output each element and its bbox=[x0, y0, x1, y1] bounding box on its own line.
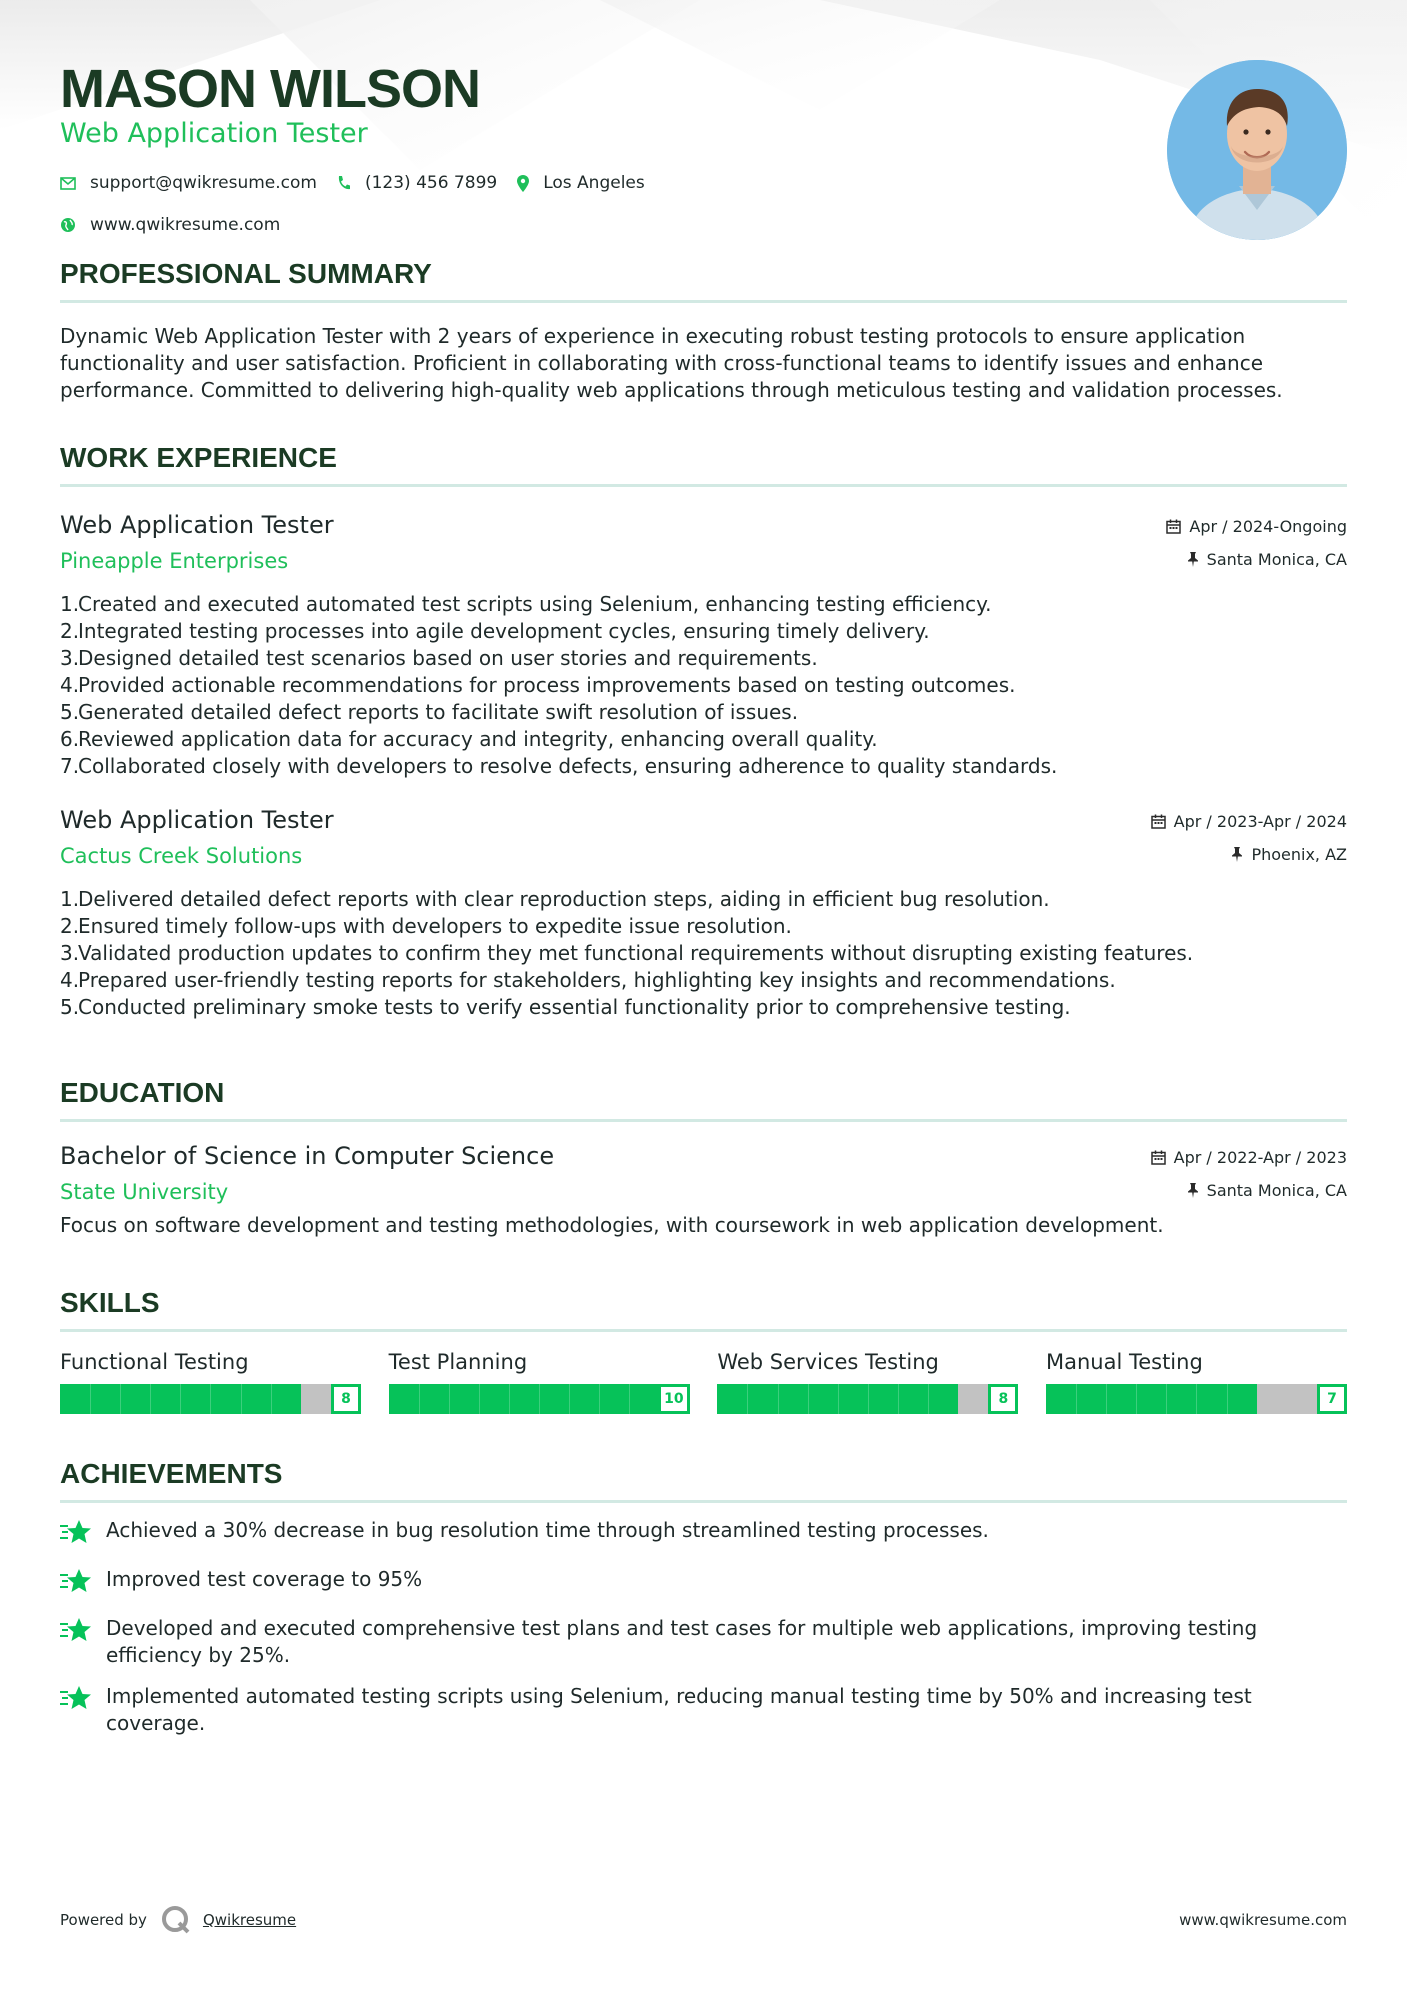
footer-branding bbox=[60, 1905, 296, 1935]
skill-bar-segment bbox=[539, 1384, 540, 1414]
achievements-section bbox=[60, 1458, 1347, 1737]
contact-phone[interactable] bbox=[337, 173, 497, 193]
skill-bar bbox=[389, 1384, 690, 1414]
skill-bar-segment bbox=[271, 1384, 272, 1414]
experience-section bbox=[60, 442, 1347, 1021]
skill-item bbox=[60, 1350, 361, 1414]
globe-icon bbox=[60, 217, 76, 233]
calendar-icon bbox=[1151, 814, 1166, 829]
education-date-text: Apr / 2022-Apr / 2023 bbox=[1173, 1148, 1347, 1167]
skill-bar-segment bbox=[629, 1384, 630, 1414]
job-date-text: Apr / 2023-Apr / 2024 bbox=[1173, 812, 1347, 831]
skill-name: Web Services Testing bbox=[717, 1350, 939, 1374]
education-header bbox=[60, 1142, 1347, 1208]
education-heading: EDUCATION bbox=[60, 1077, 1347, 1122]
list-item: 5. Conducted preliminary smoke tests to verify essential functionality prior to comprehensive testing. bbox=[60, 995, 1071, 1019]
pushpin-icon bbox=[1187, 552, 1199, 567]
footer-website[interactable]: www.qwikresume.com bbox=[1179, 1911, 1347, 1929]
list-item: 4. Provided actionable recommendations for process improvements based on testing outcomes. bbox=[60, 673, 1016, 697]
list-item: 1. Delivered detailed defect reports with clear reproduction steps, aiding in efficient bug resolution. bbox=[60, 887, 1050, 911]
contact-location bbox=[517, 173, 645, 193]
education-location-text: Santa Monica, CA bbox=[1206, 1181, 1347, 1200]
list-item: 2. Ensured timely follow-ups with developers to expedite issue resolution. bbox=[60, 914, 792, 938]
skill-bar bbox=[60, 1384, 361, 1414]
skill-item bbox=[389, 1350, 690, 1414]
list-item: 6. Reviewed application data for accuracy and integrity, enhancing overall quality. bbox=[60, 727, 878, 751]
page-footer bbox=[60, 1900, 1347, 1940]
skill-bar-segment bbox=[747, 1384, 748, 1414]
job-entry bbox=[60, 806, 1347, 1021]
brand-link[interactable]: Qwikresume bbox=[202, 1911, 297, 1929]
list-item: 5. Generated detailed defect reports to facilitate swift resolution of issues. bbox=[60, 700, 799, 724]
skill-bar-fill bbox=[389, 1384, 690, 1414]
list-item: 4. Prepared user-friendly testing reports for stakeholders, highlighting key insights and recommendations. bbox=[60, 968, 1116, 992]
job-location-text: Phoenix, AZ bbox=[1251, 845, 1347, 864]
skill-bar-segment bbox=[479, 1384, 480, 1414]
skill-bar-fill bbox=[1046, 1384, 1257, 1414]
skill-bar-segment bbox=[449, 1384, 450, 1414]
calendar-icon bbox=[1151, 1150, 1166, 1165]
contact-row bbox=[60, 173, 665, 193]
skill-score: 7 bbox=[1317, 1384, 1347, 1414]
job-bullets bbox=[60, 591, 1347, 780]
skill-bar-segment bbox=[241, 1384, 242, 1414]
list-item: 1. Created and executed automated test scripts using Selenium, enhancing testing efficiency. bbox=[60, 592, 992, 616]
summary-heading: PROFESSIONAL SUMMARY bbox=[60, 258, 1347, 303]
job-location bbox=[1231, 845, 1347, 864]
skill-name: Functional Testing bbox=[60, 1350, 249, 1374]
contact-website[interactable] bbox=[60, 215, 280, 235]
skill-bar-segment bbox=[838, 1384, 839, 1414]
achievement-item: Improved test coverage to 95% bbox=[60, 1566, 1347, 1601]
skill-bar bbox=[1046, 1384, 1347, 1414]
education-location bbox=[1187, 1181, 1347, 1200]
location-text: Los Angeles bbox=[543, 173, 645, 193]
contact-email[interactable] bbox=[60, 173, 317, 193]
skill-bar-segment bbox=[1227, 1384, 1228, 1414]
job-role: Web Application Tester bbox=[60, 511, 334, 539]
skill-score: 10 bbox=[658, 1384, 689, 1414]
skill-bar-segment bbox=[778, 1384, 779, 1414]
skill-bar-segment bbox=[868, 1384, 869, 1414]
skill-bar-segment bbox=[419, 1384, 420, 1414]
skill-bar-segment bbox=[120, 1384, 121, 1414]
skill-bar-segment bbox=[180, 1384, 181, 1414]
skill-score: 8 bbox=[331, 1384, 361, 1414]
list-item: 7. Collaborated closely with developers to resolve defects, ensuring adherence to quality standards. bbox=[60, 754, 1058, 778]
skill-bar-segment bbox=[898, 1384, 899, 1414]
job-date bbox=[1166, 517, 1347, 536]
list-item: 3. Designed detailed test scenarios based on user stories and requirements. bbox=[60, 646, 818, 670]
profile-photo bbox=[1167, 60, 1347, 240]
experience-heading: WORK EXPERIENCE bbox=[60, 442, 1347, 487]
education-description: Focus on software development and testing methodologies, with coursework in web application development. bbox=[60, 1213, 1164, 1237]
skills-section bbox=[60, 1287, 1347, 1414]
school: State University bbox=[60, 1180, 229, 1204]
star-icon bbox=[60, 1568, 92, 1594]
skill-bar-segment bbox=[599, 1384, 600, 1414]
education-section bbox=[60, 1077, 1347, 1239]
achievements-heading: ACHIEVEMENTS bbox=[60, 1458, 1347, 1503]
email-text: support@qwikresume.com bbox=[90, 173, 317, 193]
skill-bar-segment bbox=[1106, 1384, 1107, 1414]
summary-text: Dynamic Web Application Tester with 2 years of experience in executing robust testing protocols to ensure application functionality and user satisfaction. Proficient in collaborating with cross-functional teams to identify issues and enhance performance. Committed to delivering high-quality web applications through meticulous testing and validation processes. bbox=[60, 324, 1283, 402]
job-location-text: Santa Monica, CA bbox=[1206, 550, 1347, 569]
website-text: www.qwikresume.com bbox=[90, 215, 281, 235]
achievements-list bbox=[60, 1517, 1347, 1737]
skill-bar-fill bbox=[60, 1384, 301, 1414]
skill-bar-segment bbox=[90, 1384, 91, 1414]
skills-list bbox=[60, 1350, 1347, 1414]
education-entry bbox=[60, 1142, 1347, 1239]
qwikresume-logo-icon bbox=[161, 1905, 191, 1935]
job-header bbox=[60, 806, 1347, 872]
achievement-item: Developed and executed comprehensive test plans and test cases for multiple web applications, improving testing efficiency by 25%. bbox=[60, 1615, 1347, 1669]
skill-bar-segment bbox=[928, 1384, 929, 1414]
skill-bar-segment bbox=[1076, 1384, 1077, 1414]
job-role: Web Application Tester bbox=[60, 806, 334, 834]
job-company: Pineapple Enterprises bbox=[60, 549, 289, 573]
job-location bbox=[1187, 550, 1347, 569]
skill-bar-segment bbox=[1196, 1384, 1197, 1414]
star-icon bbox=[60, 1519, 92, 1545]
job-header bbox=[60, 511, 1347, 577]
skill-name: Manual Testing bbox=[1045, 1350, 1203, 1374]
envelope-icon bbox=[60, 177, 76, 190]
job-date-text: Apr / 2024-Ongoing bbox=[1189, 517, 1347, 536]
skill-bar-segment bbox=[150, 1384, 151, 1414]
star-icon bbox=[60, 1617, 92, 1643]
job-date bbox=[1151, 812, 1347, 831]
star-icon bbox=[60, 1685, 92, 1711]
candidate-title: Web Application Tester bbox=[60, 118, 368, 149]
contact-row-website bbox=[60, 215, 300, 235]
map-pin-icon bbox=[517, 175, 529, 192]
job-entry bbox=[60, 511, 1347, 780]
achievement-item: Implemented automated testing scripts using Selenium, reducing manual testing time by 50% and increasing test coverage. bbox=[60, 1683, 1347, 1737]
degree: Bachelor of Science in Computer Science bbox=[60, 1142, 555, 1170]
education-date bbox=[1151, 1148, 1347, 1167]
summary-section bbox=[60, 258, 1347, 404]
skill-bar-segment bbox=[1166, 1384, 1167, 1414]
skill-bar-segment bbox=[210, 1384, 211, 1414]
skill-bar-segment bbox=[1136, 1384, 1137, 1414]
powered-by-text: Powered by bbox=[60, 1911, 147, 1929]
list-item: 2. Integrated testing processes into agile development cycles, ensuring timely delivery. bbox=[60, 619, 930, 643]
pushpin-icon bbox=[1231, 847, 1243, 862]
skill-bar-segment bbox=[569, 1384, 570, 1414]
calendar-icon bbox=[1166, 519, 1181, 534]
job-company: Cactus Creek Solutions bbox=[60, 844, 303, 868]
job-bullets bbox=[60, 886, 1347, 1021]
list-item: 3. Validated production updates to confirm they met functional requirements without disrupting existing features. bbox=[60, 941, 1194, 965]
skill-score: 8 bbox=[988, 1384, 1018, 1414]
skills-heading: SKILLS bbox=[60, 1287, 1347, 1332]
candidate-name: MASON WILSON bbox=[60, 59, 480, 119]
skill-item bbox=[717, 1350, 1018, 1414]
skill-bar-segment bbox=[808, 1384, 809, 1414]
skill-name: Test Planning bbox=[388, 1350, 528, 1374]
phone-text: (123) 456 7899 bbox=[364, 173, 498, 193]
skill-bar-segment bbox=[509, 1384, 510, 1414]
achievement-item: Achieved a 30% decrease in bug resolution time through streamlined testing processes. bbox=[60, 1517, 1347, 1552]
skill-bar-fill bbox=[717, 1384, 958, 1414]
phone-icon bbox=[337, 175, 351, 191]
skill-item bbox=[1046, 1350, 1347, 1414]
skill-bar bbox=[717, 1384, 1018, 1414]
resume-header bbox=[60, 0, 1347, 258]
pushpin-icon bbox=[1187, 1183, 1199, 1198]
